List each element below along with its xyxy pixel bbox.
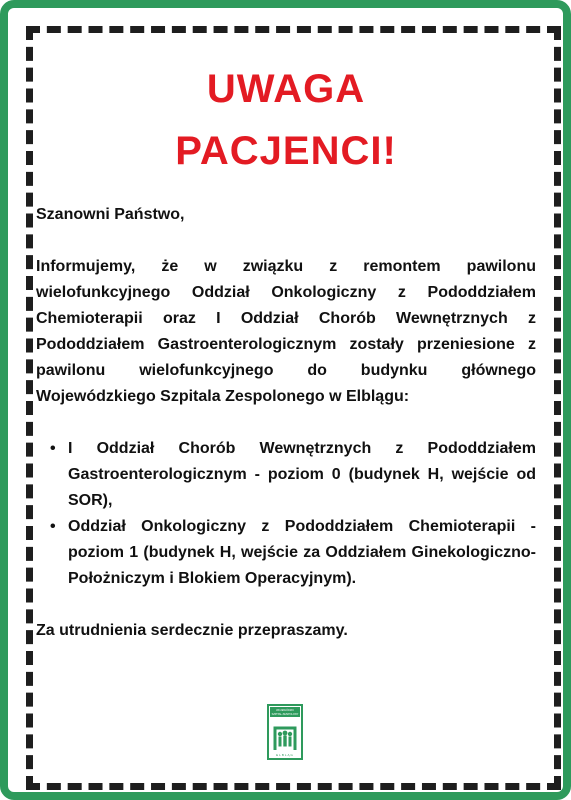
info-paragraph: Informujemy, że w związku z remontem pawilonu wielofunkcyjnego Oddział Onkologiczny z Pododdziałem Chemioterapii oraz I Oddział Chorób Wewnętrznych z Pododdziałem Gastroenterologicznym zostały przeniesione z pawilonu wielofunkcyjnego do budynku głównego Wojewódzkiego Szpitala Zespolonego w Elblągu: xyxy=(36,258,536,405)
bullet-icon: • xyxy=(50,440,56,457)
notice-content xyxy=(36,58,536,644)
logo-caption-top-line: WOJEWÓDZKI xyxy=(276,709,294,712)
headline-line-2: PACJENCI! xyxy=(175,129,397,173)
list-item xyxy=(36,436,536,514)
logo-caption-top-line: SZPITAL ZESPOLONY xyxy=(271,713,299,716)
ward-location-list xyxy=(36,436,536,592)
list-item xyxy=(36,514,536,592)
greeting: Szanowni Państwo, xyxy=(36,206,185,223)
hospital-logo-icon xyxy=(267,704,303,760)
closing-line: Za utrudnienia serdecznie przepraszamy. xyxy=(36,622,348,639)
headline-line-1: UWAGA xyxy=(206,67,366,111)
logo-caption-bottom: ELBLĄG xyxy=(276,753,294,757)
list-item-text: I Oddział Chorób Wewnętrznych z Pododdziałem Gastroenterologicznym - poziom 0 (budynek H, wejście od SOR), xyxy=(68,440,536,509)
list-item-text: Oddział Onkologiczny z Pododdziałem Chemioterapii - poziom 1 (budynek H, wejście za Oddziałem Ginekologiczno-Położniczym i Blokiem Operacyjnym). xyxy=(68,518,536,587)
bullet-icon: • xyxy=(50,518,56,535)
